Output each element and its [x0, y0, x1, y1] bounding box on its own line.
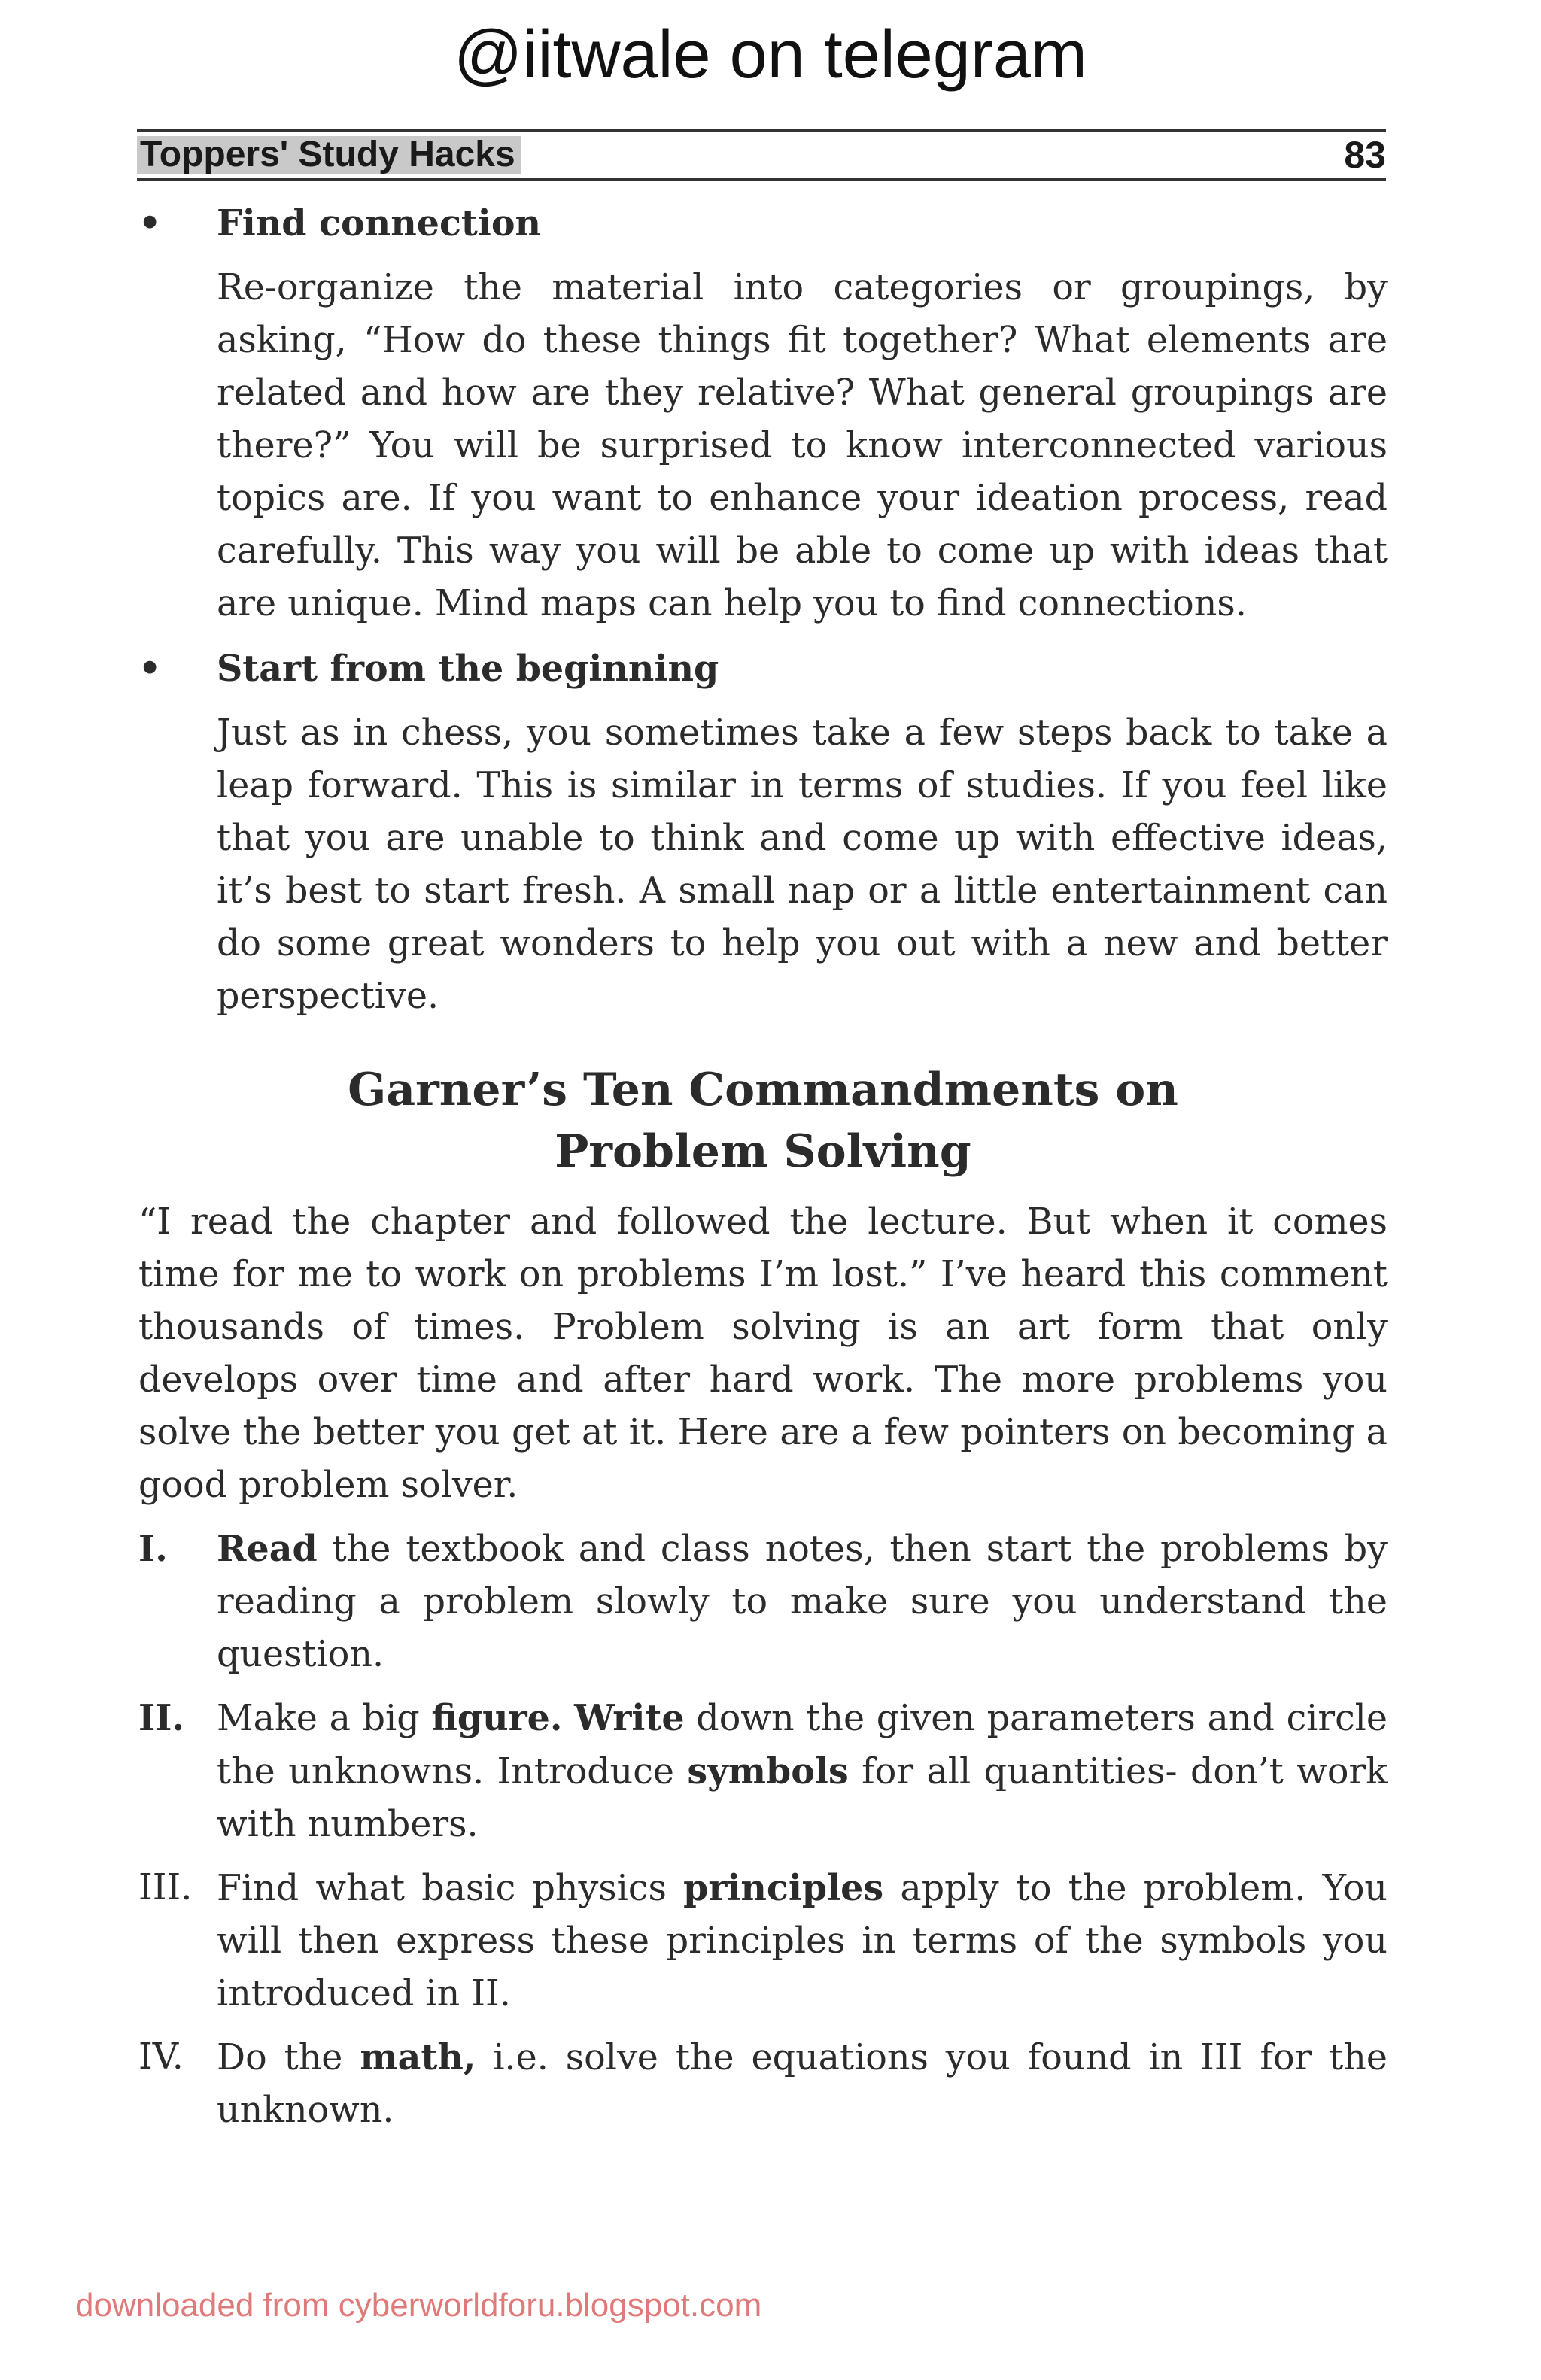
emphasis-text: Read: [217, 1528, 318, 1570]
bullet-heading-text: Start from the beginning: [217, 648, 719, 690]
commandment-item-3: [138, 1862, 1388, 2020]
bullet-icon: •: [138, 202, 162, 244]
emphasis-text: math,: [360, 2036, 476, 2078]
book-title: Toppers' Study Hacks: [137, 136, 521, 174]
commandment-item-1: [138, 1522, 1388, 1681]
list-text: down the given parameters and circle the unknowns. Introduce: [217, 1698, 1388, 1793]
emphasis-text: symbols: [687, 1750, 849, 1793]
download-source-watermark: downloaded from cyberworldforu.blogspot.com: [75, 2287, 762, 2324]
list-numeral: III.: [138, 1867, 193, 1908]
page-number: 83: [1344, 134, 1386, 176]
list-text: the textbook and class notes, then start the problems by reading a problem slowly to make sure you understand the question.: [217, 1528, 1388, 1675]
emphasis-text: Write: [574, 1697, 685, 1739]
section-title: [138, 1059, 1388, 1182]
commandment-item-4: [138, 2031, 1388, 2137]
list-text: i.e. solve the equations you found in III for the unknown.: [217, 2037, 1388, 2131]
bullet-icon: •: [138, 648, 162, 690]
start-beginning-paragraph: Just as in chess, you sometimes take a few steps back to take a leap forward. This is similar in terms of studies. If you feel like that you are unable to think and come up with effective ideas, it’s best to start fresh. A small nap or a little entertainment can do some great wonders to help you out with a new and better perspective.: [217, 712, 1388, 1017]
list-numeral: IV.: [138, 2036, 184, 2078]
bullet-heading-find-connection: [138, 197, 1388, 250]
section-intro-paragraph: “I read the chapter and followed the lecture. But when it comes time for me to work on problems I’m lost.” I’ve heard this comment thousands of times. Problem solving is an art form that only develops over time and after hard work. The more problems you solve the better you get at it. Here are a few pointers on becoming a good problem solver.: [138, 1201, 1388, 1506]
list-text: apply to the problem. You will then express these principles in terms of the symbols you introduced in II.: [217, 1868, 1388, 2014]
bullet-heading-text: Find connection: [217, 202, 542, 244]
emphasis-text: principles: [683, 1867, 884, 1909]
section-title-line2: Problem Solving: [555, 1125, 971, 1178]
find-connection-paragraph: Re-organize the material into categories or groupings, by asking, “How do these things fit together? What elements are related and how are they relative? What general groupings are there?” You will be surprised to know interconnected various topics are. If you want to enhance your ideation process, read carefully. This way you will be able to come up with ideas that are unique. Mind maps can help you to find connections.: [217, 267, 1388, 624]
list-text: for all quantities- don’t work with numbers.: [217, 1751, 1388, 1845]
commandment-item-2: [138, 1692, 1388, 1851]
telegram-watermark: @iitwale on telegram: [454, 17, 1087, 93]
running-header: [137, 129, 1386, 181]
list-numeral: II.: [138, 1697, 184, 1739]
list-text: Do the: [217, 2037, 360, 2078]
emphasis-text: figure.: [431, 1697, 563, 1739]
list-text: Find what basic physics: [217, 1868, 684, 1909]
bullet-heading-start-from-beginning: [138, 642, 1388, 695]
section-title-line1: Garner’s Ten Commandments on: [348, 1064, 1178, 1116]
list-numeral: I.: [138, 1528, 168, 1570]
list-text: [562, 1698, 574, 1739]
list-text: Make a big: [217, 1698, 432, 1739]
page-body: [138, 197, 1388, 2137]
